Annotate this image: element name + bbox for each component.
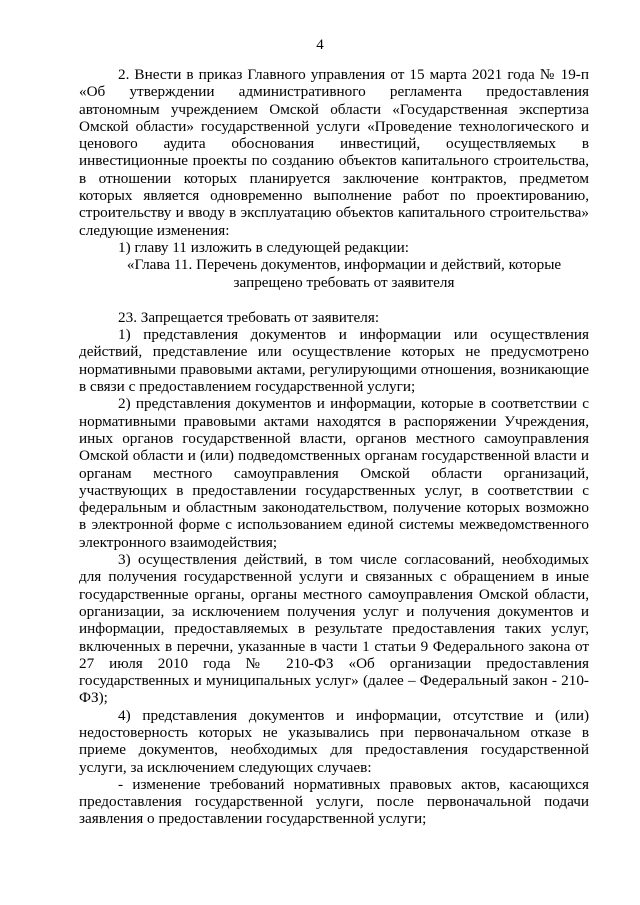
dash-item-1: - изменение требований нормативных правовых актов, касающихся предоставления государственной услуги, после первоначальной подачи заявления о предоставлении государственной услуги;	[79, 775, 589, 828]
chapter-title-line-2: запрещено требовать от заявителя	[233, 273, 455, 291]
document-body	[79, 66, 589, 828]
subitem-3: 3) осуществления действий, в том числе согласований, необходимых для получения государственной услуги и связанных с обращением в иные государственные органы, органы местного самоуправления Омской области, организации, за исключением получения услуг и получения документов и информации, предоставляемых в результате предоставления таких услуг, включенных в перечни, указанные в части 1 статьи 9 Федерального закона от 27 июля 2010 года № 210-ФЗ «Об организации предоставления государственных и муниципальных услуг» (далее – Федеральный закон - 210-ФЗ);	[79, 551, 589, 707]
chapter-title	[79, 256, 589, 291]
subitem-1: 1) представления документов и информации или осуществления действий, представление или осуществление которых не предусмотрено нормативными правовыми актами, регулирующими отношения, возникающие в связи с предоставлением государственной услуги;	[79, 326, 589, 396]
subitem-4: 4) представления документов и информации, отсутствие и (или) недостоверность которых не указывались при первоначальном отказе в приеме документов, необходимых для предоставления государственной услуги, за исключением следующих случаев:	[79, 706, 589, 776]
chapter-title-line-1: «Глава 11. Перечень документов, информации и действий, которые	[126, 256, 562, 274]
item-1: 1) главу 11 изложить в следующей редакции:	[118, 238, 410, 256]
paragraph-23: 23. Запрещается требовать от заявителя:	[118, 308, 380, 326]
paragraph-intro: 2. Внести в приказ Главного управления от 15 марта 2021 года № 19-п «Об утверждении административного регламента предоставления автономным учреждением Омской области «Государственная экспертиза Омской области» государственной услуги «Проведение технологического и ценового аудита обоснования инвестиций, осуществляемых в инвестиционные проекты по созданию объектов капитального строительства, в отношении которых планируется заключение контрактов, предметом которых является одновременно выполнение работ по проектированию, строительству и вводу в эксплуатацию объектов капитального строительства» следующие изменения:	[79, 66, 589, 239]
subitem-2: 2) представления документов и информации, которые в соответствии с нормативными правовыми актами находятся в распоряжении Учреждения, иных органов государственной власти, органов местного самоуправления Омской области и (или) подведомственных органам государственной власти и органам местного самоуправления Омской области организаций, участвующих в предоставлении государственных услуг, в соответствии с федеральным и областным законодательством, получение которых возможно в электронной форме с использованием единой системы межведомственного электронного взаимодействия;	[79, 395, 589, 551]
page-number: 4	[316, 37, 324, 53]
